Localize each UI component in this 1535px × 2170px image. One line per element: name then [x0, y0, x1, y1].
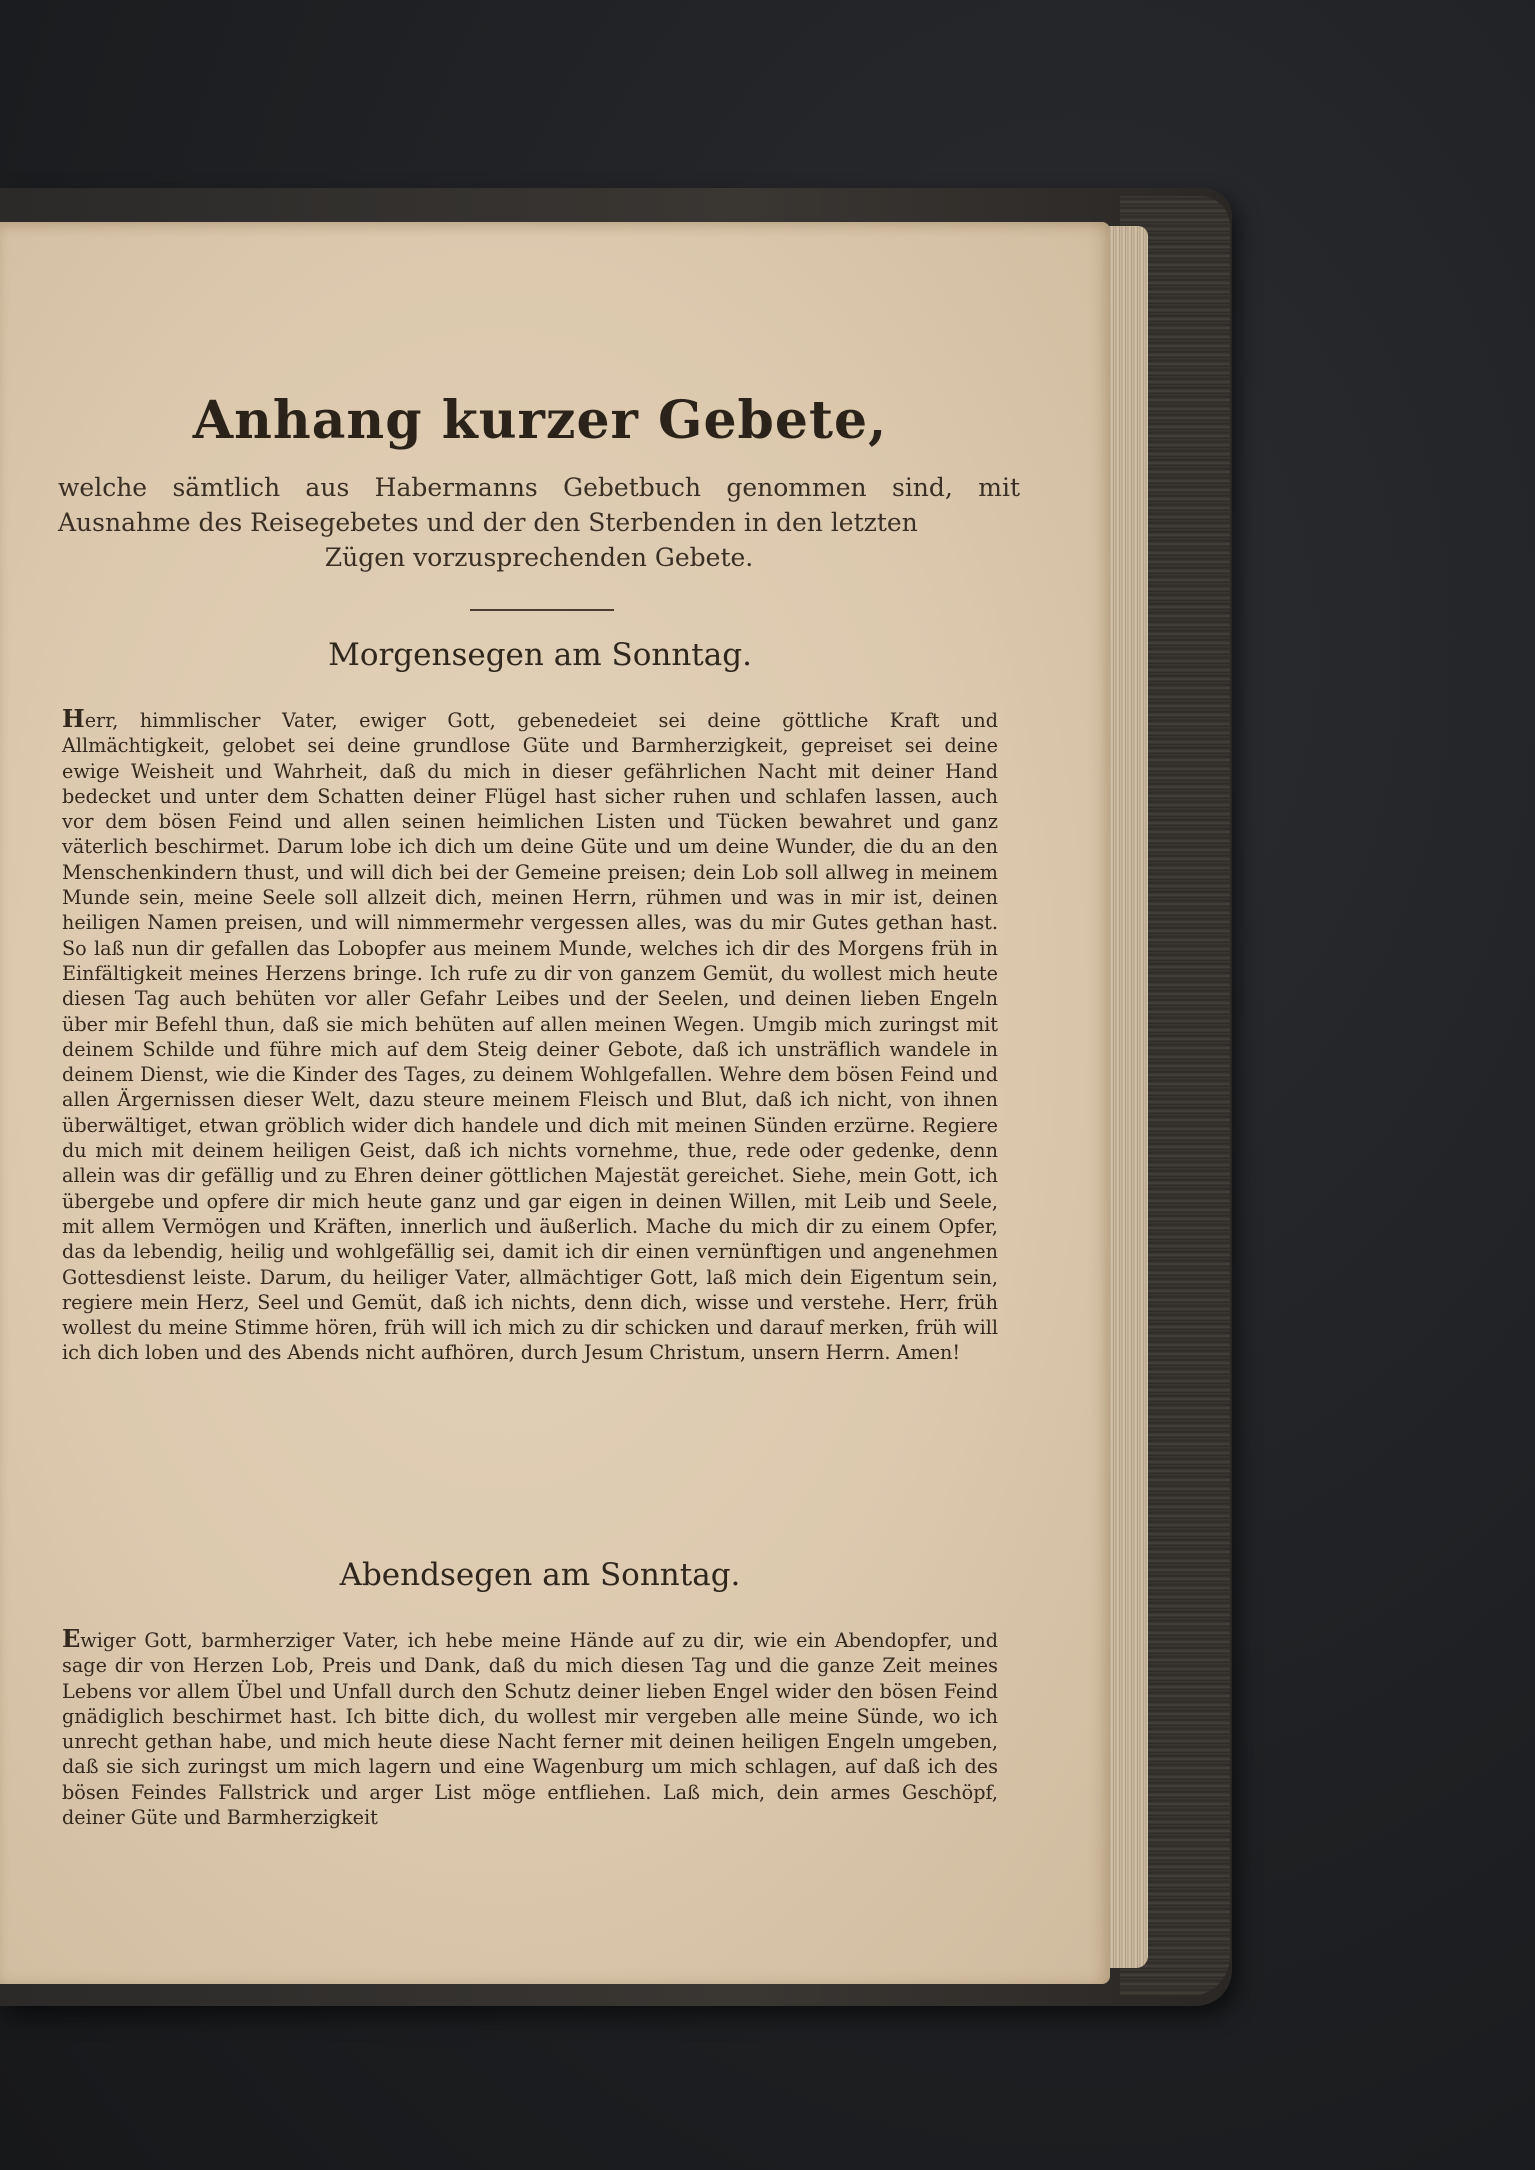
- page-subtitle: [58, 470, 1020, 575]
- paragraph-text: wiger Gott, barmherziger Vater, ich hebe meine Hände auf zu dir, wie ein Abendopfer, und sage dir von Herzen Lob, Preis und Dank, daß du mich diesen Tag und die ganze Zeit meines Lebens vor allem Übel und Unfall durch den Schutz deiner lieben Engel wider den bösen Feind gnädiglich beschirmet hast. Ich bitte dich, du wollest mir vergeben alle meine Sünde, wo ich unrecht gethan habe, und mich heute diese Nacht ferner mit deinen heiligen Engeln umgeben, daß sie sich zuringst um mich lagern und eine Wagenburg um mich schlagen, auf daß ich des bösen Feindes Fallstrick und arger List möge entfliehen. Laß mich, dein armes Geschöpf, deiner Güte und Barmherzigkeit: [62, 1629, 998, 1830]
- subtitle-end: Zügen vorzusprechenden Gebete.: [324, 543, 754, 572]
- section-text-evening: [62, 1626, 998, 1830]
- initial-letter: H: [62, 704, 85, 733]
- section-text-morning: [62, 706, 998, 1366]
- subtitle-main: welche sämtlich aus Habermanns Gebetbuch genommen sind, mit Ausnahme des Reisegebetes und der den Sterbenden in den letzten: [58, 473, 1020, 537]
- section-heading-evening: Abendsegen am Sonntag.: [339, 1557, 741, 1593]
- book-page: [0, 222, 1110, 1984]
- paragraph-text: err, himmlischer Vater, ewiger Gott, gebenedeiet sei deine göttliche Kraft und Allmächtigkeit, gelobet sei deine grundlose Güte und Barmherzigkeit, gepreiset sei deine ewige Weisheit und Wahrheit, daß du mich in dieser gefährlichen Nacht mit deiner Hand bedecket und unter dem Schatten deiner Flügel hast sicher ruhen und schlafen lassen, auch vor dem bösen Feind und allen seinen heimlichen Listen und Tücken bewahret und ganz väterlich beschirmet. Darum lobe ich dich um deine Güte und um deine Wunder, die du an den Menschenkindern thust, und will dich bei der Gemeine preisen; dein Lob soll allweg in meinem Munde sein, meine Seele soll allzeit dich, meinen Herrn, rühmen und was in mir ist, deinen heiligen Namen preisen, und will nimmermehr vergessen alles, was du mir Gutes gethan hast. So laß nun dir gefallen das Lobopfer aus meinem Munde, welches ich dir des Morgens früh in Einfältigkeit meines Herzens bringe. Ich rufe zu dir von ganzem Gemüt, du wollest mich heute diesen Tag auch behüten vor aller Gefahr Leibes und der Seelen, und deinen lieben Engeln über mir Befehl thun, daß sie mich behüten auf allen meinen Wegen. Umgib mich zuringst mit deinem Schilde und führe mich auf dem Steig deiner Gebote, daß ich unsträflich wandele in deinem Dienst, wie die Kinder des Tages, zu deinem Wohlgefallen. Wehre dem bösen Feind und allen Ärgernissen dieser Welt, dazu steure meinem Fleisch und Blut, daß ich nicht, von ihnen überwältiget, etwan gröblich wider dich handele und dich mit meinen Sünden erzürne. Regiere du mich mit deinem heiligen Geist, daß ich nichts vornehme, thue, rede oder gedenke, denn allein was dir gefällig und zu Ehren deiner göttlichen Majestät gereichet. Siehe, mein Gott, ich übergebe und opfere dir mich heute ganz und gar eigen in deinen Willen, mit Leib und Seele, mit allem Vermögen und Kräften, innerlich und äußerlich. Mache du mich dir zu einem Opfer, das da lebendig, heilig und wohlgefällig sei, damit ich dir einen vernünftigen und angenehmen Gottesdienst leiste. Darum, du heiliger Vater, allmächtiger Gott, laß mich dein Eigentum sein, regiere mein Herz, Seel und Gemüt, daß ich nichts, denn dich, wisse und verstehe. Herr, früh wollest du meine Stimme hören, früh will ich mich zu dir schicken und darauf merken, früh will ich dich loben und des Abends nicht aufhören, durch Jesum Christum, unsern Herrn. Amen!: [62, 709, 998, 1365]
- section-heading-morning: Morgensegen am Sonntag.: [328, 637, 752, 673]
- page-title: Anhang kurzer Gebete,: [192, 390, 888, 451]
- initial-letter: E: [62, 1624, 81, 1653]
- divider-rule: [470, 609, 614, 611]
